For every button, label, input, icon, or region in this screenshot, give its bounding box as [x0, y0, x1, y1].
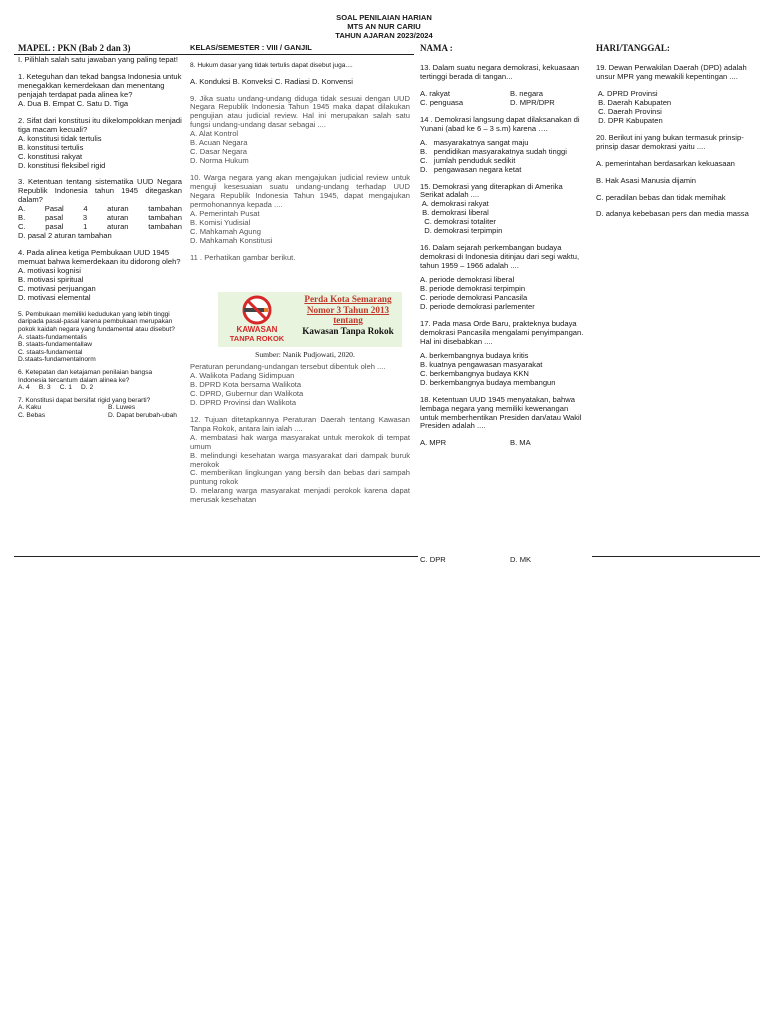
option: A. pemerintahan berdasarkan kekuasaan [596, 158, 735, 168]
question-17: 17. Pada masa Orde Baru, prakteknya budaya demokrasi Pancasila mengalami penyimpangan. Hal ini disebabkan .... [420, 318, 584, 346]
option-row: C. penguasa D. MPR/DPR [420, 97, 555, 107]
option: D. motivasi elemental [18, 292, 91, 302]
option: B. motivasi spiritual [18, 275, 84, 285]
column-1 [18, 56, 182, 419]
question-18: 18. Ketentuan UUD 1945 menyatakan, bahwa lembaga negara yang memiliki kewenangan untuk memberhentikan Presiden dan/atau Wakil Presiden adalah .... [420, 394, 582, 431]
question-1-options: A. Dua B. Empat C. Satu D. Tiga [18, 98, 129, 108]
option: D.staats-fundamentalnorm [18, 356, 96, 364]
option: C. motivasi perjuangan [18, 283, 96, 293]
poster-sign-line-2: TANPA ROKOK [229, 334, 285, 343]
option: D. DPR Kabupaten [596, 115, 663, 125]
poster-title-4: Kawasan Tanpa Rokok [302, 325, 394, 336]
option: B. Daerah Kabupaten [596, 97, 672, 107]
column-2 [190, 56, 410, 263]
option: B. periode demokrasi terpimpin [420, 284, 526, 294]
option: B. konstitusi tertulis [18, 142, 84, 152]
option-row: C. Bebas D. Dapat berubah-ubah [18, 411, 177, 419]
academic-year: TAHUN AJARAN 2023/2024 [335, 31, 433, 40]
option: A. konstitusi tidak tertulis [18, 133, 102, 143]
question-2: 2. Sifat dari konstitusi itu dikelompokkan menjadi tiga macam kecuali? [18, 115, 182, 134]
option: B. Hak Asasi Manusia dijamin [596, 175, 697, 185]
image-source: Sumber: Nanik Pudjowati, 2020. [255, 350, 355, 359]
option: B. demokrasi liberal [420, 208, 489, 218]
option: C. pasal 1 aturan tambahan [18, 222, 182, 232]
option: C. peradilan bebas dan tidak memihak [596, 192, 726, 202]
option: C. DPRD, Gubernur dan Walikota [190, 388, 304, 398]
exam-title: SOAL PENILAIAN HARIAN [336, 13, 432, 22]
option: D. periode demokrasi parlementer [420, 301, 535, 311]
option: C. periode demokrasi Pancasila [420, 293, 528, 303]
option: C. jumlah penduduk sedikit [420, 155, 516, 165]
option-row: C. DPR D. MK [420, 555, 532, 564]
no-smoking-poster [218, 292, 402, 347]
question-20: 20. Berikut ini yang bukan termasuk prinsip-prinsip dasar demokrasi yaitu .... [596, 132, 744, 151]
option: D. pasal 2 aturan tambahan [18, 231, 112, 241]
option: C. konstitusi rakyat [18, 151, 83, 161]
name-field-label: NAMA : [420, 43, 453, 53]
option-row: A. Kaku B. Luwes [18, 404, 136, 412]
option: A. DPRD Provinsi [596, 88, 658, 98]
no-smoking-icon [222, 294, 292, 344]
option: A. membatasi hak warga masyarakat untuk merokok di tempat umum [190, 432, 410, 451]
option: C. Daerah Provinsi [596, 106, 662, 116]
option: B. Komisi Yudisial [190, 217, 251, 227]
question-5: 5. Pembukaan memiliki kedudukan yang lebih tinggi daripada pasal-pasal karena pembukaan merupakan pokok kaidah negara yang fundamental atau disebut? [18, 310, 175, 334]
option: B. kuatnya pengawasan masyarakat [420, 359, 543, 369]
column-4 [596, 64, 756, 219]
option: D. demokrasi terpimpin [420, 226, 503, 236]
question-1: 1. Keteguhan dan tekad bangsa Indonesia untuk menegakkan kemerdekaan dan menentang penjajah terdapat pada alinea ke? [18, 71, 182, 99]
option: A. Walikota Padang Sidimpuan [190, 370, 295, 380]
poster-title-3: tentang [333, 315, 363, 326]
date-field-label: HARI/TANGGAL: [596, 43, 670, 53]
option: B. pasal 3 aturan tambahan [18, 213, 182, 223]
poster-title-2: Nomor 3 Tahun 2013 [306, 304, 390, 315]
option-row: A. rakyat B. negara [420, 88, 543, 98]
poster-sign-line-1: KAWASAN [236, 325, 278, 334]
class-semester-label: KELAS/SEMESTER : VIII / GANJIL [190, 43, 312, 52]
option: C. demokrasi totaliter [420, 217, 496, 227]
option: A. periode demokrasi liberal [420, 275, 515, 285]
question-15: 15. Demokrasi yang diterapkan di Amerika Serikat adalah .... [420, 181, 563, 200]
option: D. melarang warga masyarakat menjadi perokok karena dapat merusak kesehatan [190, 486, 410, 505]
option: A. motivasi kognisi [18, 266, 81, 276]
question-10: 10. Warga negara yang akan mengajukan judicial review untuk menguji kesesuaian suatu undang-undang terhadap UUD Negara Republik Indonesia Tahun 1945, dapat mengajukan permohonannya kepada .... [190, 173, 410, 210]
poster-text [296, 294, 400, 336]
option: A. berkembangnya budaya kritis [420, 350, 529, 360]
question-7: 7. Konstitusi dapat bersifat rigid yang berarti? [18, 396, 151, 404]
school-name: MTS AN NUR CARIU [347, 22, 421, 31]
question-4: 4. Pada alinea ketiga Pembukaan UUD 1945 memuat bahwa kemerdekaan itu didorong oleh? [18, 248, 181, 267]
question-12: 12. Tujuan ditetapkannya Peraturan Daerah tentang Kawasan Tanpa Rokok, antara lain ialah .... [190, 414, 410, 433]
question-11-text: Peraturan perundang-undangan tersebut dibentuk oleh .... [190, 362, 386, 371]
option: B. DPRD Kota bersama Walikota [190, 379, 302, 389]
option: C. berkembangnya budaya KKN [420, 368, 529, 378]
question-6: 6. Ketepatan dan ketajaman penilaian bangsa Indonesia tercantum dalam alinea ke? [18, 368, 153, 384]
option: A. Alat Kontrol [190, 129, 239, 139]
question-8: 8. Hukum dasar yang tidak tertulis dapat disebut juga.... [190, 62, 353, 69]
poster-title-1: Perda Kota Semarang [304, 294, 392, 304]
column-2-lower [190, 363, 410, 505]
question-13: 13. Dalam suatu negara demokrasi, kekuasaan tertinggi berada di tangan... [420, 63, 580, 81]
option: B. melindungi kesehatan warga masyarakat dari dampak buruk merokok [190, 450, 410, 469]
option: D. pengawasan negara ketat [420, 164, 522, 174]
option: B. staats-fundamentallaw [18, 341, 93, 349]
option: D. Mahkamah Konstitusi [190, 235, 273, 245]
option: C. staats-fundamental [18, 348, 83, 356]
option: D. konstitusi fleksibel rigid [18, 160, 106, 170]
bottom-rule-left [14, 556, 418, 557]
question-3: 3. Ketentuan tentang sistematika UUD Negara Republik Indonesia tahun 1945 ditegaskan dalam? [18, 177, 182, 205]
option-row: A. MPR B. MA [420, 438, 531, 448]
question-16: 16. Dalam sejarah perkembangan budaya demokrasi di Indonesia ditinjau dari segi waktu, tahun 1959 – 1966 adalah .... [420, 243, 580, 271]
bottom-rule-right [592, 556, 760, 557]
option: D. adanya kebebasan pers dan media massa [596, 209, 749, 219]
option: A. staats-fundamentalis [18, 333, 87, 341]
option: A. masyarakatnya sangat maju [420, 137, 529, 147]
option: C. Dasar Negara [190, 147, 247, 157]
option: A. Pasal 4 aturan tambahan [18, 204, 182, 214]
option: C. memberikan lingkungan yang bersih dan bebas dari sampah puntung rokok [190, 468, 410, 487]
question-8-options: A. Konduksi B. Konveksi C. Radiasi D. Konvensi [190, 76, 353, 86]
option: B. pendidikan masyarakatnya sudah tinggi [420, 146, 567, 156]
option: C. Mahkamah Agung [190, 226, 261, 236]
question-6-options: A. 4 B. 3 C. 1 D. 2 [18, 384, 94, 392]
instruction: I. Pilihlah salah satu jawaban yang paling tepat! [18, 55, 178, 64]
option: A. demokrasi rakyat [420, 199, 489, 209]
option: D. Norma Hukum [190, 156, 249, 166]
question-9: 9. Jika suatu undang-undang diduga tidak sesuai dengan UUD Negara Republik Indonesia Tahun 1945 maka dapat dilakukan pengujian atau judicial review. Hal ini merupakan salah satu fungsi undang-undang dasar sebagai .... [190, 93, 410, 130]
question-14: 14 . Demokrasi langsung dapat dilaksanakan di Yunani (abad ke 6 – 3 s.m) karena …. [420, 114, 580, 133]
option: D. berkembangnya budaya membangun [420, 377, 556, 387]
question-11: 11 . Perhatikan gambar berikut. [190, 252, 296, 262]
option: A. Pemerintah Pusat [190, 208, 260, 218]
subject-label: MAPEL : PKN (Bab 2 dan 3) [18, 43, 131, 53]
option: B. Acuan Negara [190, 138, 248, 148]
option: D. DPRD Provinsi dan Walikota [190, 397, 297, 407]
column-3 [420, 64, 588, 448]
question-19: 19. Dewan Perwakilan Daerah (DPD) adalah unsur MPR yang mewakili kepentingan .... [596, 63, 747, 81]
